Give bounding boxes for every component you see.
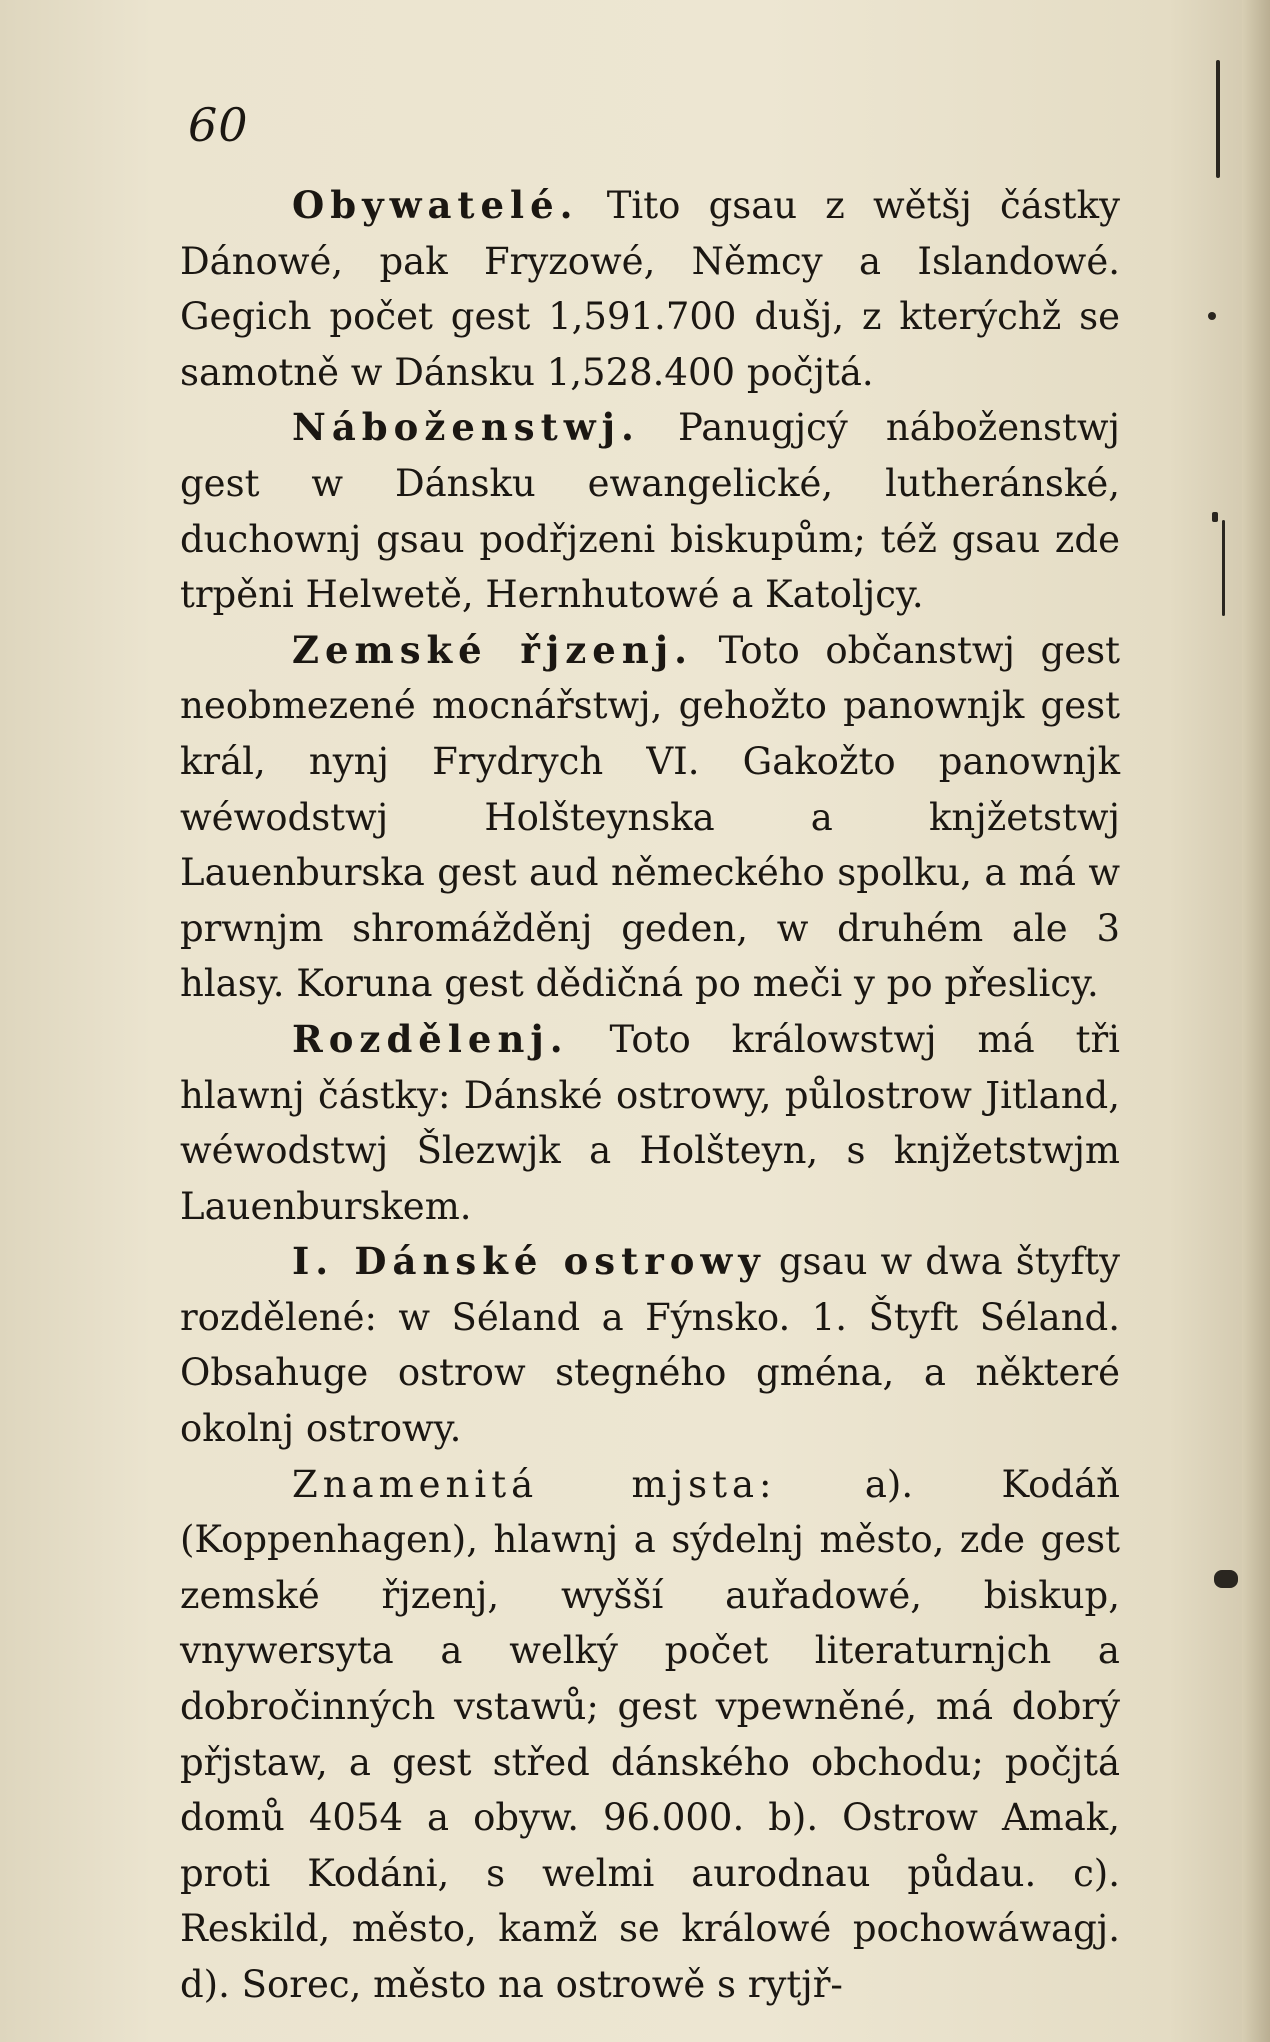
paragraph-heading: Obywatelé. xyxy=(292,183,579,227)
paragraph-body: Toto občanstwj gest neobmezené mocnářstwj, gehožto panownjk gest král, nynj Frydrych VI. Gakožto panownjk wéwodstwj Holšteynska a knjžetstwj Lauenburska gest aud německého spolku, a má w prwnjm shromážděnj geden, w druhém ale 3 hlasy. Koruna gest dědičná po meči y po přeslicy. xyxy=(180,628,1120,1006)
page-gutter xyxy=(1242,0,1270,2042)
paragraph-body: Panugjcý náboženstwj gest w Dánsku ewangelické, lutheránské, duchownj gsau podřjzeni biskupům; též gsau zde trpěni Helwetě, Hernhutowé a Katoljcy. xyxy=(180,406,1120,617)
paragraph-religion xyxy=(180,400,1120,622)
margin-ink-mark xyxy=(1216,60,1220,178)
paragraph-body: gsau w dwa štyfty rozdělené: w Séland a Fýnsko. 1. Štyft Séland. Obsahuge ostrow stegného gména, a některé okolnj ostrowy. xyxy=(180,1240,1121,1451)
paragraph-heading: Znamenitá mjsta: xyxy=(292,1462,777,1506)
margin-ink-dot xyxy=(1208,312,1216,320)
page-number: 60 xyxy=(188,98,249,152)
paragraph-heading: Zemské řjzenj. xyxy=(292,627,694,672)
paragraph-division xyxy=(180,1012,1120,1234)
margin-ink-mark xyxy=(1222,520,1225,616)
paragraph-inhabitants xyxy=(180,178,1120,400)
body-text xyxy=(180,178,1120,2013)
paragraph-heading: Náboženstwj. xyxy=(292,405,640,450)
paragraph-body: a). Kodáň (Koppenhagen), hlawnj a sýdelnj město, zde gest zemské řjzenj, wyšší auřadowé, biskup, vnywersyta a welký počet literaturnjch a dobročinných vstawů; gest vpewněné, má dobrý přjstaw, a gest střed dánského obchodu; počjtá domů 4054 a obyw. 96.000. b). Ostrow Amak, proti Kodáni, s welmi aurodnau půdau. c). Reskild, město, kamž se králowé pochowáwagj. d). Sorec, město na ostrowě s rytjř- xyxy=(180,1462,1121,2006)
margin-ink-blot xyxy=(1214,1570,1238,1588)
paragraph-body: Tito gsau z wětšj částky Dánowé, pak Fryzowé, Němcy a Islandowé. Gegich počet gest 1,591.700 dušj, z kterýchž se samotně w Dánsku 1,528.400 počjtá. xyxy=(180,184,1120,394)
paragraph-heading: Rozdělenj. xyxy=(292,1016,569,1061)
paragraph-government xyxy=(180,623,1120,1012)
paragraph-body: Toto králowstwj má tři hlawnj částky: Dánské ostrowy, půlostrow Jitland, wéwodstwj Šlezwjk a Holšteyn, s knjžetstwjm Lauenburskem. xyxy=(180,1017,1120,1228)
paragraph-heading: I. Dánské ostrowy xyxy=(292,1239,766,1284)
paragraph-danish-islands xyxy=(180,1234,1120,1456)
paragraph-notable-places xyxy=(180,1457,1120,2013)
margin-ink-dot xyxy=(1212,512,1218,522)
